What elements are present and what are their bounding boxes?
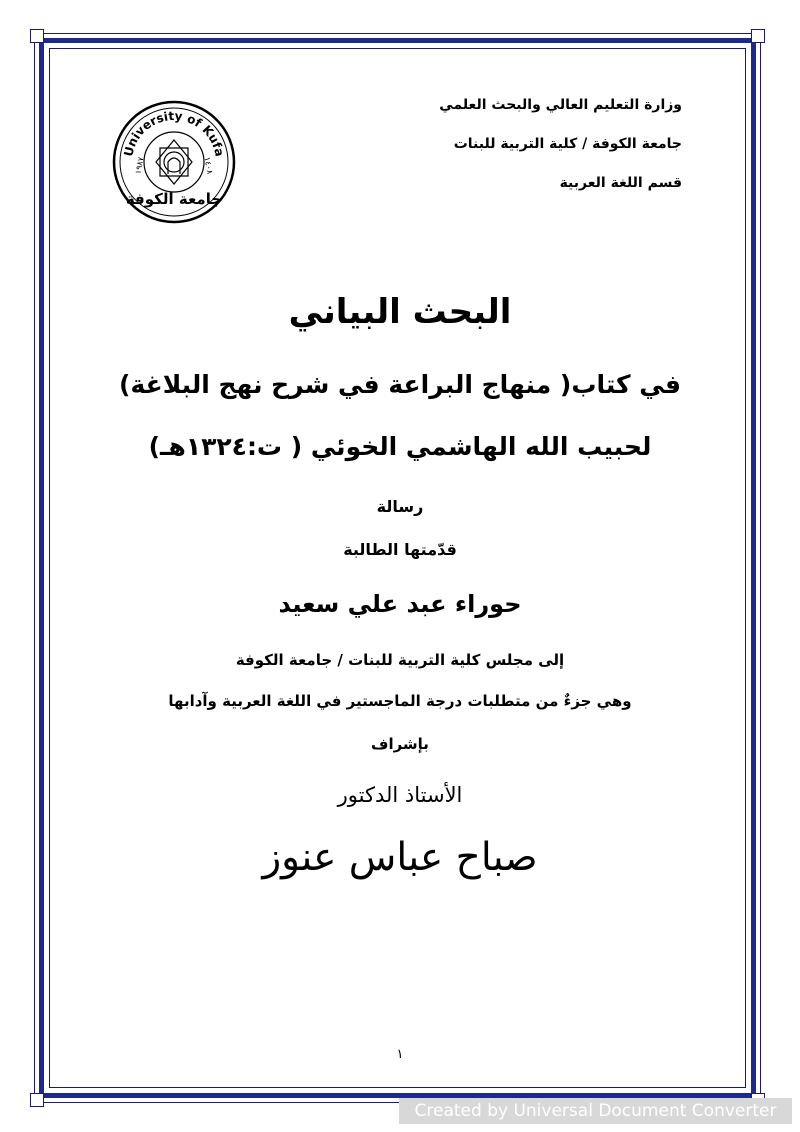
frame-corner-top-left — [30, 29, 44, 43]
supervision-label: بإشراف — [371, 735, 429, 753]
council-line: إلى مجلس كلية التربية للبنات / جامعة الكوفة — [235, 651, 565, 669]
frame-corner-top-right — [751, 29, 765, 43]
logo-text-en: University of Kufa — [121, 108, 227, 158]
logo-text-ar: جامعة الكوفة — [125, 190, 223, 208]
main-title: البحث البياني — [288, 292, 512, 332]
professor-title: الأستاذ الدكتور — [337, 783, 463, 807]
department-line: قسم اللغة العربية — [559, 175, 682, 191]
requirement-line: وهي جزءٌ من متطلبات درجة الماجستير في اللغة العربية وآدابها — [168, 692, 632, 710]
thesis-label: رسالة — [376, 497, 424, 516]
logo-year-gregorian: ١٩٨٧ — [133, 156, 146, 175]
university-seal-logo — [112, 100, 236, 224]
student-name: حوراء عبد علي سعيد — [278, 590, 522, 618]
supervisor-name: صباح عباس عنوز — [262, 835, 538, 880]
frame-corner-bottom-left — [30, 1093, 44, 1107]
university-line: جامعة الكوفة / كلية التربية للبنات — [453, 136, 682, 152]
ministry-line: وزارة التعليم العالي والبحث العلمي — [439, 97, 682, 113]
page-number: ١ — [396, 1047, 404, 1062]
title-line-2: في كتاب( منهاج البراعة في شرح نهج البلاغة) — [119, 370, 681, 399]
converter-watermark: Created by Universal Document Converter — [399, 1098, 792, 1124]
title-line-3: لحبيب الله الهاشمي الخوئي ( ت:١٣٢٤هـ) — [148, 432, 652, 461]
submitted-by: قدّمتها الطالبة — [343, 540, 457, 559]
logo-year-hijri: ١٤٠٨ — [202, 156, 215, 175]
